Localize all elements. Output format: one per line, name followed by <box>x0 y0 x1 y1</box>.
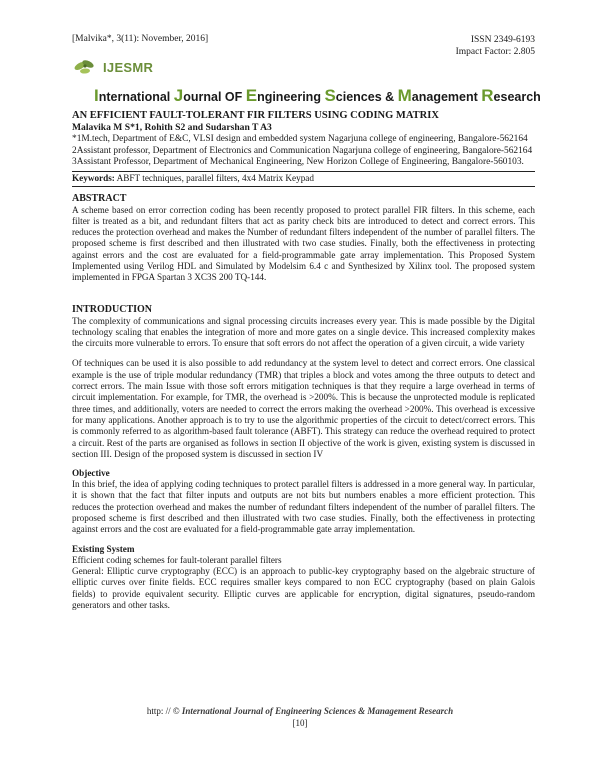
objective-heading: Objective <box>72 468 110 479</box>
journal-title: International Journal OF Engineering Sciences & Management Research <box>94 86 541 105</box>
paper-authors: Malavika M S*1, Rohith S2 and Sudarshan T A3 <box>72 122 272 133</box>
page-footer <box>0 705 600 729</box>
abstract-text: A scheme based on error correction coding has been recently proposed to protect parallel FIR filters. In this scheme, each filter is treated as a bit, and redundant filters that act as parity check bits are introduced to detect and correct errors. This reduces the protection overhead and makes the Number of redundant filters independent of the number of parallel filters. The proposed scheme is first described and then illustrated with two case studies. Finally, both the effectiveness in protecting against errors and the cost are evaluated for a field-programmable gate array implementation. This Proposed System Implemented using Verilog HDL and Simulated by Modelsim 6.4 c and Synthesized by Xilinx tool. The proposed system implemented in FPGA Spartan 3 XC3S 200 TQ-144. <box>72 204 535 283</box>
existing-system-heading: Existing System <box>72 543 135 554</box>
keywords-label: Keywords: <box>72 172 115 183</box>
existing-system-subtitle: Efficient coding schemes for fault-tolerant parallel filters <box>72 554 282 565</box>
keywords-text: ABFT techniques, parallel filters, 4x4 Matrix Keypad <box>114 172 314 183</box>
header-citation: [Malvika*, 3(11): November, 2016] <box>72 34 209 44</box>
divider <box>72 171 535 172</box>
page-number: [10] <box>292 718 308 728</box>
header-issn: ISSN 2349-6193 <box>470 35 535 45</box>
header-impact-factor: Impact Factor: 2.805 <box>455 47 535 57</box>
paper-content <box>72 110 535 611</box>
paper-title: AN EFFICIENT FAULT-TOLERANT FIR FILTERS USING CODING MATRIX <box>72 110 439 121</box>
objective-text: In this brief, the idea of applying coding techniques to protect parallel filters is addressed in a more general way. In particular, it is shown that the fact that filter inputs and outputs are not bits but numbers enables a more efficient protection. This reduces the protection overhead and makes the number of redundant filters independent of the number of parallel filters. The proposed scheme is first described and then illustrated with two case studies. Finally, both the effectiveness in protecting against errors and the cost are evaluated for a field-programmable gate array implementation. <box>72 479 535 535</box>
introduction-paragraph-2: Of techniques can be used it is also possible to add redundancy at the system level to detect and correct errors. One classical example is the use of triple modular redundancy (TMR) that triples a block and votes among the three outputs to detect and correct errors. The main Issue with those soft errors mitigation techniques is that they require a large overhead in terms of circuit implementation. For example, for TMR, the overhead is >200%. This is because the unprotected module is replicated three times, and additionally, voters are needed to correct the errors making the overhead >200%. This overhead is excessive for many applications. Another approach is to try to use the algorithmic properties of the circuit to detect/correct errors. This is commonly referred to as algorithm-based fault tolerance (ABFT). This strategy can reduce the overhead required to protect a circuit. Rest of the parts are organised as follows in section II objective of the work is given, existing system is discussed in section III. Design of the proposed system is discussed in section IV <box>72 358 535 459</box>
logo-text: IJESMR <box>103 59 154 75</box>
introduction-heading: INTRODUCTION <box>72 303 153 315</box>
header-issn-block <box>456 34 535 58</box>
abstract-heading: ABSTRACT <box>72 192 127 204</box>
footer-journal-name: © International Journal of Engineering Sciences & Management Research <box>172 706 454 716</box>
keywords <box>72 173 535 184</box>
divider <box>72 186 535 187</box>
leaf-logo-icon <box>73 57 97 77</box>
journal-logo <box>73 57 153 77</box>
footer-journal-line <box>0 705 600 717</box>
affiliation-1: *1M.tech, Department of E&C, VLSI design and embedded system Nagarjuna college of engineering, Bangalore-562164 <box>72 134 528 144</box>
existing-system-text: General: Elliptic curve cryptography (ECC) is an approach to public-key cryptography based on the algebraic structure of elliptic curves over finite fields. ECC requires smaller keys compared to non ECC cryptography (based on plain Galois fields) to provide equivalent security. Elliptic curves are applicable for encryption, digital signatures, pseudo-random generators and other tasks. <box>72 565 535 610</box>
affiliation-3: 3Assistant Professor, Department of Mechanical Engineering, New Horizon College of Engineering, Bangalore-560103. <box>72 157 524 167</box>
introduction-paragraph-1: The complexity of communications and signal processing circuits increases every year. This is made possible by the Digital technology scaling that enables the integration of more and more gates on a single device. This increased complexity makes the circuits more vulnerable to errors. To ensure that soft errors do not affect the operation of a given circuit, a wide variety <box>72 315 535 349</box>
footer-prefix: http: // <box>146 706 173 716</box>
affiliation-2: 2Assistant professor, Department of Electronics and Communication Nagarjuna college of engineering, Bangalore-562164 <box>72 145 533 156</box>
